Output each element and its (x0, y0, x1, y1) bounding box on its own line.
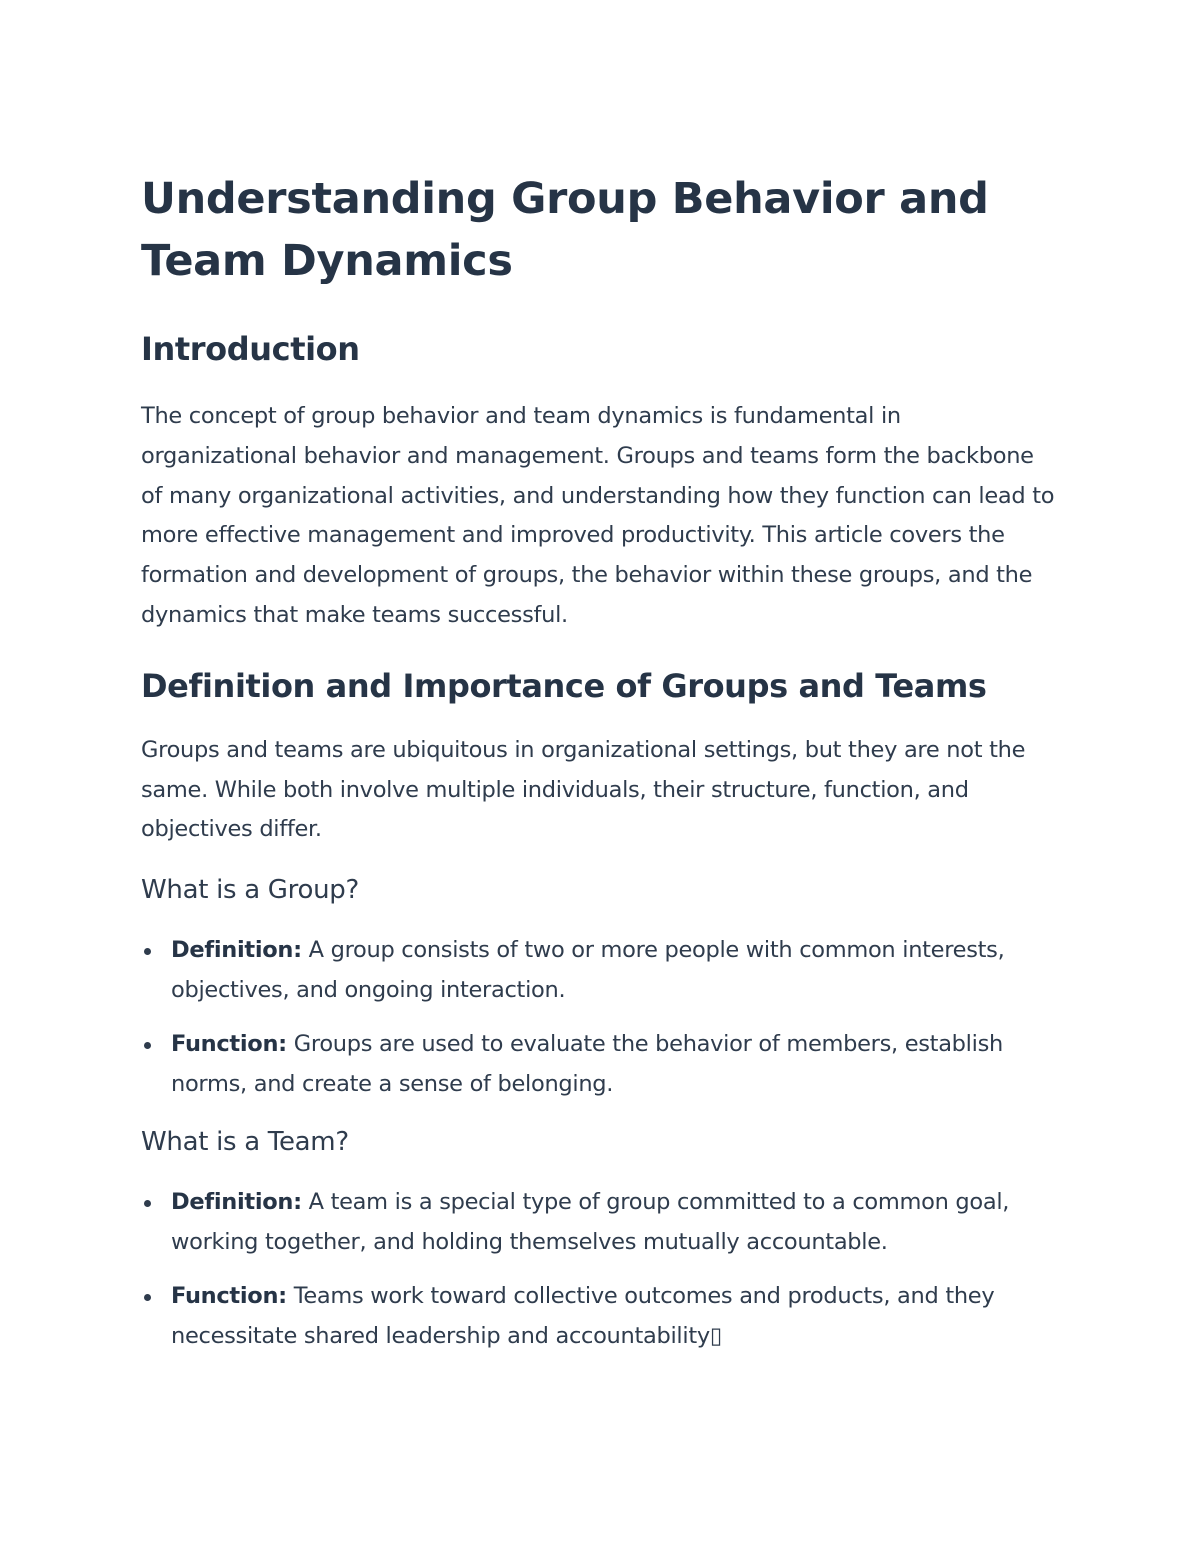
list-item-term: Definition: (171, 1189, 302, 1216)
bullet-icon (144, 1200, 151, 1207)
bullet-icon (144, 1294, 151, 1301)
introduction-paragraph: The concept of group behavior and team dynamics is fundamental in organizational behavior and management. Groups and teams form the backbone of many organizational activities, and understanding how they function can lead to more effective management and improved productivity. This article covers the formation and development of groups, the behavior within these groups, and the dynamics that make teams successful. (141, 403, 1055, 628)
list-item-term: Function: (171, 1030, 287, 1057)
list-item-term: Function: (171, 1282, 287, 1309)
list-item-term: Definition: (171, 937, 302, 964)
document-page (141, 168, 1061, 1371)
group-subheading: What is a Group? (141, 875, 359, 906)
list-item-text: Teams work toward collective outcomes and products, and they necessitate shared leadership and accountability▯ (171, 1282, 995, 1349)
list-item-text: Groups are used to evaluate the behavior of members, establish norms, and create a sense of belonging. (171, 1030, 1003, 1097)
list-item (141, 1277, 1061, 1357)
document-title: Understanding Group Behavior and Team Dynamics (141, 174, 989, 286)
list-item (141, 1183, 1061, 1263)
bullet-icon (144, 948, 151, 955)
list-item (141, 1025, 1061, 1105)
list-item-text: A group consists of two or more people with common interests, objectives, and ongoing interaction. (171, 937, 1005, 1003)
list-item (141, 931, 1061, 1011)
bullet-icon (144, 1042, 151, 1049)
group-bullet-list (141, 931, 1061, 1104)
list-item-text: A team is a special type of group committed to a common goal, working together, and holding themselves mutually accountable. (171, 1189, 1010, 1256)
introduction-heading: Introduction (141, 330, 360, 368)
team-subheading: What is a Team? (141, 1127, 349, 1158)
definition-heading: Definition and Importance of Groups and Teams (141, 666, 987, 705)
definition-paragraph: Groups and teams are ubiquitous in organizational settings, but they are not the same. While both involve multiple individuals, their structure, function, and objectives differ. (141, 736, 1026, 843)
team-bullet-list (141, 1183, 1061, 1356)
